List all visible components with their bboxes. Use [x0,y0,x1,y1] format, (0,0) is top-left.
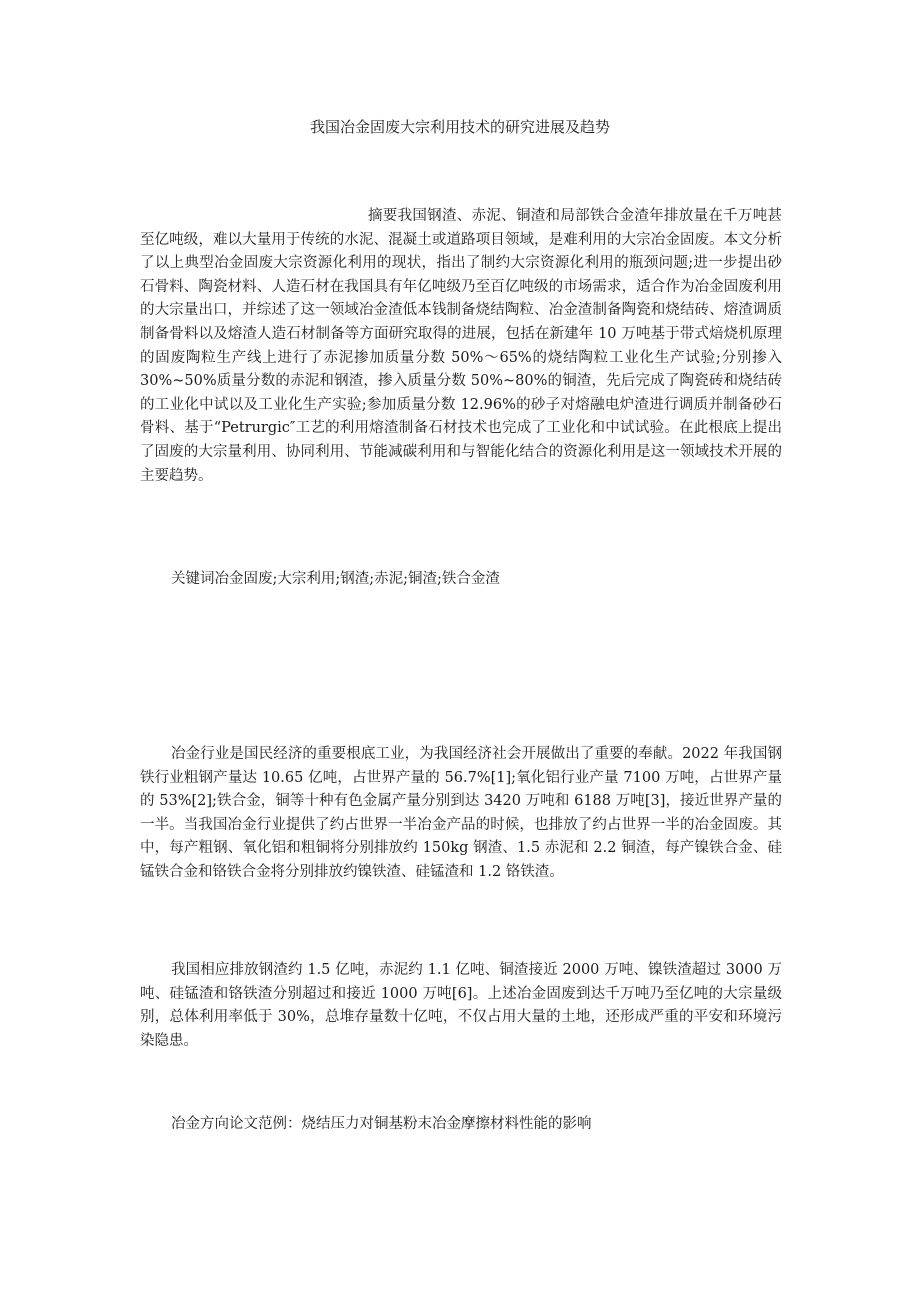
body-paragraph-1: 冶金行业是国民经济的重要根底工业，为我国经济社会开展做出了重要的奉献。2022 年我国钢铁行业粗钢产量达 10.65 亿吨，占世界产量的 56.7%[1];氧化铝行业产量 7100 万吨，占世界产量的 53%[2];铁合金，铜等十种有色金属产量分别到达 3420 万吨和 6188 万吨[3]，接近世界产量的一半。当我国冶金行业提供了约占世界一半冶金产品的时候，也排放了约占世界一半的冶金固废。其中，每产粗钢、氧化铝和粗铜将分别排放约 150kg 钢渣、1.5 赤泥和 2.2 铜渣，每产镍铁合金、硅锰铁合金和铬铁合金将分别排放约镍铁渣、硅锰渣和 1.2 铬铁渣。 [140,746,782,880]
document-title: 我国冶金固废大宗利用技术的研究进展及趋势 [309,118,610,136]
keywords-line: 关键词冶金固废;大宗利用;钢渣;赤泥;铜渣;铁合金渣 [171,571,500,587]
body-paragraph-2: 我国相应排放钢渣约 1.5 亿吨，赤泥约 1.1 亿吨、铜渣接近 2000 万吨、镍铁渣超过 3000 万吨、硅锰渣和铬铁渣分别超过和接近 1000 万吨[6]。上述冶金固废到达千万吨乃至亿吨的大宗量级别，总体利用率低于 30%，总堆存量数十亿吨，不仅占用大量的土地，还形成严重的平安和环境污染隐患。 [140,962,782,1049]
abstract-paragraph: 摘要我国钢渣、赤泥、铜渣和局部铁合金渣年排放量在千万吨甚至亿吨级，难以大量用于传统的水泥、混凝土或道路项目领域，是难利用的大宗冶金固废。本文分析了以上典型冶金固废大宗资源化利用的现状，指出了制约大宗资源化利用的瓶颈问题;进一步提出砂石骨料、陶瓷材料、人造石材在我国具有年亿吨级乃至百亿吨级的市场需求，适合作为冶金固废利用的大宗量出口，并综述了这一领域冶金渣低本钱制备烧结陶粒、冶金渣制备陶瓷和烧结砖、熔渣调质制备骨料以及熔渣人造石材制备等方面研究取得的进展，包括在新建年 10 万吨基于带式焙烧机原理的固废陶粒生产线上进行了赤泥掺加质量分数 50%～65%的烧结陶粒工业化生产试验;分别掺入 30%~50%质量分数的赤泥和钢渣，掺入质量分数 50%~80%的铜渣，先后完成了陶瓷砖和烧结砖的工业化中试以及工业化生产实验;参加质量分数 12.96%的砂子对熔融电炉渣进行调质并制备砂石骨料、基于“Petrurgic″工艺的利用熔渣制备石材技术也完成了工业化和中试试验。在此根底上提出了固废的大宗量利用、协同利用、节能减碳利用和与智能化结合的资源化利用是这一领域技术开展的主要趋势。 [140,208,782,484]
related-paper-line: 冶金方向论文范例：烧结压力对铜基粉末冶金摩擦材料性能的影响 [171,1116,592,1132]
